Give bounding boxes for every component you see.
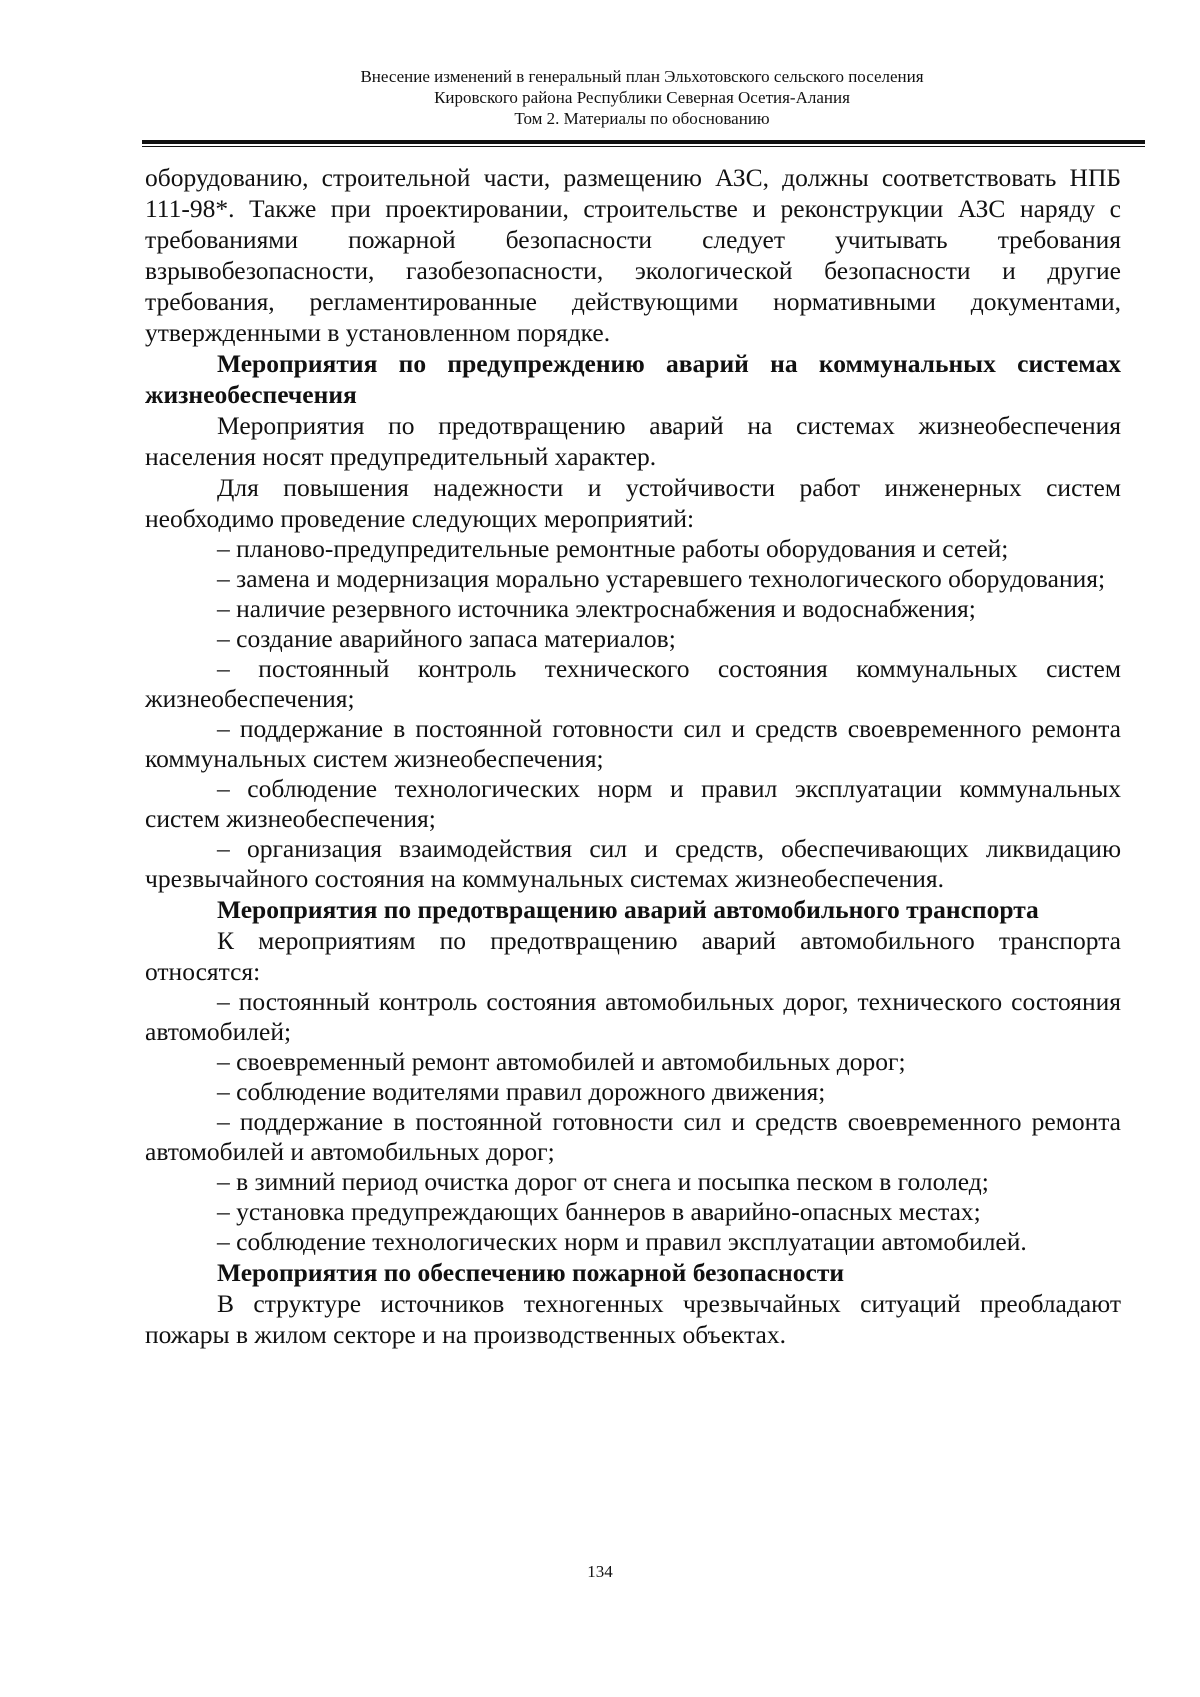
section-heading-fire-safety: Мероприятия по обеспечению пожарной безопасности bbox=[217, 1258, 845, 1287]
list-item: – наличие резервного источника электроснабжения и водоснабжения; bbox=[217, 594, 976, 623]
document-body bbox=[145, 162, 1121, 1350]
section-heading-utilities: Мероприятия по предупреждению аварий на коммунальных системах жизнеобеспечения bbox=[145, 349, 1121, 409]
paragraph-utilities-measures: Для повышения надежности и устойчивости работ инженерных систем необходимо проведение следующих мероприятий: bbox=[145, 473, 1121, 533]
section-heading-transport: Мероприятия по предотвращению аварий автомобильного транспорта bbox=[217, 895, 1039, 924]
header-line-1: Внесение изменений в генеральный план Эльхотовского сельского поселения bbox=[360, 67, 924, 86]
header-line-2: Кировского района Республики Северная Осетия-Алания bbox=[434, 88, 850, 107]
list-item: – соблюдение технологических норм и правил эксплуатации коммунальных систем жизнеобеспечения; bbox=[145, 774, 1121, 833]
list-item: – поддержание в постоянной готовности сил и средств своевременного ремонта автомобилей и автомобильных дорог; bbox=[145, 1107, 1121, 1166]
header-rule-thin bbox=[142, 146, 1145, 147]
list-item: – создание аварийного запаса материалов; bbox=[217, 624, 676, 653]
list-item: – своевременный ремонт автомобилей и автомобильных дорог; bbox=[217, 1047, 906, 1076]
list-item: – соблюдение технологических норм и правил эксплуатации автомобилей. bbox=[217, 1227, 1027, 1256]
paragraph-azs-requirements: оборудованию, строительной части, размещению АЗС, должны соответствовать НПБ 111-98*. Также при проектировании, строительстве и реконструкции АЗС наряду с требованиями пожарной безопасности следует учитывать требования взрывобезопасности, газобезопасности, экологической безопасности и другие требования, регламентированные действующими нормативными документами, утвержденными в установленном порядке. bbox=[145, 163, 1121, 347]
list-item: – организация взаимодействия сил и средств, обеспечивающих ликвидацию чрезвычайного состояния на коммунальных системах жизнеобеспечения. bbox=[145, 834, 1121, 893]
list-item: – поддержание в постоянной готовности сил и средств своевременного ремонта коммунальных систем жизнеобеспечения; bbox=[145, 714, 1121, 773]
paragraph-fire-sources: В структуре источников техногенных чрезвычайных ситуаций преобладают пожары в жилом секторе и на производственных объектах. bbox=[145, 1289, 1121, 1349]
list-item: – постоянный контроль состояния автомобильных дорог, технического состояния автомобилей; bbox=[145, 987, 1121, 1046]
header-rule-thick bbox=[142, 140, 1145, 144]
paragraph-transport-intro: К мероприятиям по предотвращению аварий автомобильного транспорта относятся: bbox=[145, 926, 1121, 986]
list-item: – планово-предупредительные ремонтные работы оборудования и сетей; bbox=[217, 534, 1009, 563]
running-header bbox=[146, 66, 1138, 129]
list-item: – соблюдение водителями правил дорожного движения; bbox=[217, 1077, 826, 1106]
list-item: – в зимний период очистка дорог от снега и посыпка песком в гололед; bbox=[217, 1167, 989, 1196]
list-item: – постоянный контроль технического состояния коммунальных систем жизнеобеспечения; bbox=[145, 654, 1121, 713]
page-number: 134 bbox=[587, 1562, 613, 1581]
list-item: – установка предупреждающих баннеров в аварийно-опасных местах; bbox=[217, 1197, 981, 1226]
paragraph-utilities-intro: Мероприятия по предотвращению аварий на системах жизнеобеспечения населения носят предупредительный характер. bbox=[145, 411, 1121, 471]
list-item: – замена и модернизация морально устаревшего технологического оборудования; bbox=[217, 564, 1106, 593]
header-line-3: Том 2. Материалы по обоснованию bbox=[514, 109, 770, 128]
